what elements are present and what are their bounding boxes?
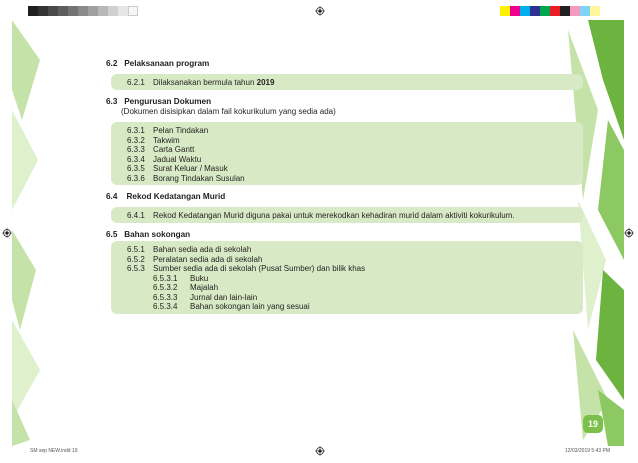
item-label: Bahan sedia ada di sekolah (153, 245, 252, 254)
right-decoration (548, 0, 638, 463)
item-number: 6.5.3 (127, 264, 145, 273)
left-decoration (0, 0, 45, 463)
item-label: Sumber sedia ada di sekolah (Pusat Sumber) dan bilik khas (153, 264, 366, 273)
item-label: Jadual Waktu (153, 154, 202, 164)
item-label: Surat Keluar / Masuk (153, 164, 228, 173)
item-number: 6.4.1 (127, 211, 145, 220)
section-number: 6.2 (106, 59, 118, 68)
item-number: 6.5.3.2 (153, 283, 178, 292)
item-label: Takwim (153, 135, 180, 145)
section-6-2-heading (106, 59, 209, 68)
item-label: Majalah (190, 283, 219, 292)
item-number: 6.3.3 (127, 145, 145, 154)
item-number: 6.3.1 (127, 126, 145, 135)
item-number: 6.5.3.1 (153, 273, 178, 283)
item-number: 6.3.4 (127, 154, 145, 164)
section-number: 6.5 (106, 230, 118, 239)
item-label: Jurnal dan lain-lain (190, 292, 258, 302)
item-number: 6.5.1 (127, 245, 145, 254)
section-title: Pengurusan Dokumen (124, 97, 212, 106)
item-number: 6.5.3.4 (153, 302, 178, 311)
registration-bottom-icon (315, 446, 325, 456)
section-6-3-heading (106, 97, 211, 106)
section-number: 6.4 (106, 192, 118, 201)
item-label: Borang Tindakan Susulan (153, 173, 245, 183)
section-6-5-heading (106, 230, 190, 239)
section-6-4-heading (106, 192, 225, 201)
item-number: 6.3.5 (127, 164, 145, 173)
item-number: 6.3.6 (127, 173, 145, 183)
item-number: 6.5.2 (127, 254, 145, 264)
item-text: Dilaksanakan bermula tahun 2019 (153, 78, 275, 87)
section-number: 6.3 (106, 97, 118, 106)
item-label: Bahan sokongan lain yang sesuai (190, 302, 310, 311)
item-number: 6.3.2 (127, 135, 145, 145)
page-number-badge: 19 (583, 415, 603, 433)
item-number: 6.5.3.3 (153, 292, 178, 302)
section-title: Bahan sokongan (124, 230, 191, 239)
item-label: Carta Gantt (153, 145, 195, 154)
footer-timestamp: 12/03/2019 5:43 PM (565, 448, 611, 454)
item-number: 6.2.1 (127, 78, 145, 87)
item-label: Pelan Tindakan (153, 126, 209, 135)
item-year: 2019 (256, 78, 275, 87)
footer-file-slug: SM sep NEW.indd 19 (30, 448, 78, 454)
section-title: Rekod Kedatangan Murid (126, 192, 226, 201)
item-text: Rekod Kedatangan Murid diguna pakai untuk merekodkan kehadiran murid dalam aktiviti kokurikulum. (153, 211, 515, 220)
section-title: Pelaksanaan program (124, 59, 210, 68)
item-label: Peralatan sedia ada di sekolah (153, 254, 263, 264)
item-label: Buku (190, 273, 209, 283)
section-6-3-subtitle: (Dokumen disisipkan dalam fail kokurikulum yang sedia ada) (121, 107, 336, 116)
registration-top-icon (315, 6, 325, 16)
